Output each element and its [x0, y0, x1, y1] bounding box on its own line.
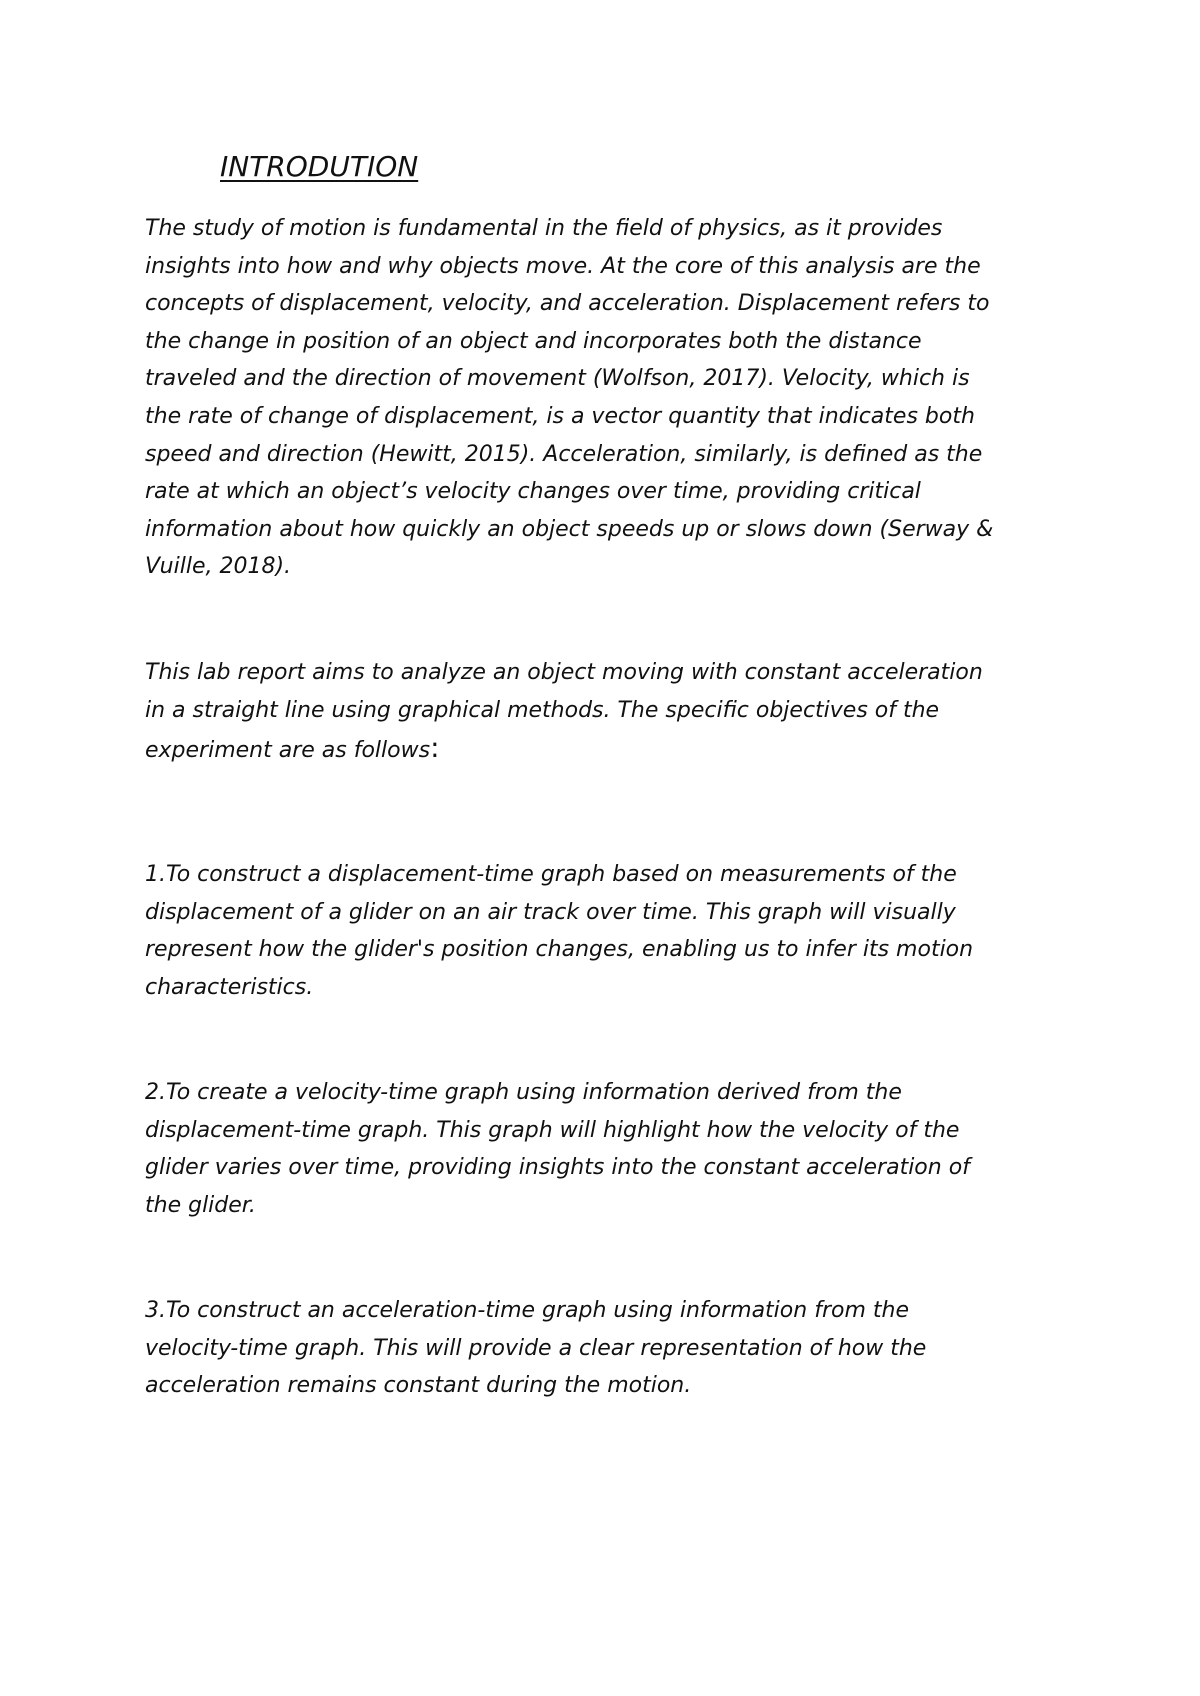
paragraph-line: information about how quickly an object speeds up or slows down (Serway & — [145, 516, 994, 542]
paragraph-line: 2.To create a velocity-time graph using information derived from the — [145, 1080, 902, 1105]
paragraph-line: 3.To construct an acceleration-time graph using information from the — [145, 1298, 909, 1323]
paragraph-line: characteristics. — [145, 974, 314, 1000]
paragraph-line: in a straight line using graphical methods. The specific objectives of the — [145, 697, 940, 723]
aims-last-line-text: experiment are as follows — [145, 738, 431, 764]
paragraph-line: rate at which an object’s velocity changes over time, providing critical — [145, 479, 921, 505]
paragraph-line: insights into how and why objects move. At the core of this analysis are the — [145, 253, 981, 279]
paragraph-line: glider varies over time, providing insights into the constant acceleration of — [145, 1155, 970, 1181]
paragraph-line: The study of motion is fundamental in the field of physics, as it provides — [145, 216, 943, 241]
paragraph-line: acceleration remains constant during the motion. — [145, 1373, 692, 1399]
paragraph-line: This lab report aims to analyze an object moving with constant acceleration — [145, 660, 983, 685]
section-heading: INTRODUTION — [220, 150, 419, 183]
objective-3-paragraph — [145, 1292, 1075, 1405]
objective-2-paragraph — [145, 1074, 1075, 1224]
paragraph-line: concepts of displacement, velocity, and acceleration. Displacement refers to — [145, 291, 990, 317]
paragraph-line: displacement-time graph. This graph will highlight how the velocity of the — [145, 1117, 960, 1143]
paragraph-line: velocity-time graph. This will provide a clear representation of how the — [145, 1335, 927, 1361]
paragraph-line: displacement of a glider on an air track over time. This graph will visually — [145, 899, 956, 925]
paragraph-line: traveled and the direction of movement (Wolfson, 2017). Velocity, which is — [145, 366, 970, 392]
paragraph-line: speed and direction (Hewitt, 2015). Acceleration, similarly, is defined as the — [145, 441, 983, 467]
paragraph-line: 1.To construct a displacement-time graph based on measurements of the — [145, 862, 957, 887]
intro-paragraph — [145, 210, 1075, 586]
paragraph-line — [145, 729, 1075, 770]
paragraph-line: represent how the glider's position changes, enabling us to infer its motion — [145, 937, 974, 963]
paragraph-line: the rate of change of displacement, is a vector quantity that indicates both — [145, 403, 975, 429]
objective-1-paragraph — [145, 856, 1075, 1006]
aims-paragraph — [145, 654, 1075, 770]
paragraph-line: Vuille, 2018). — [145, 554, 292, 580]
aims-colon: : — [430, 731, 440, 765]
paragraph-line: the change in position of an object and incorporates both the distance — [145, 328, 922, 354]
paragraph-line: the glider. — [145, 1192, 256, 1218]
